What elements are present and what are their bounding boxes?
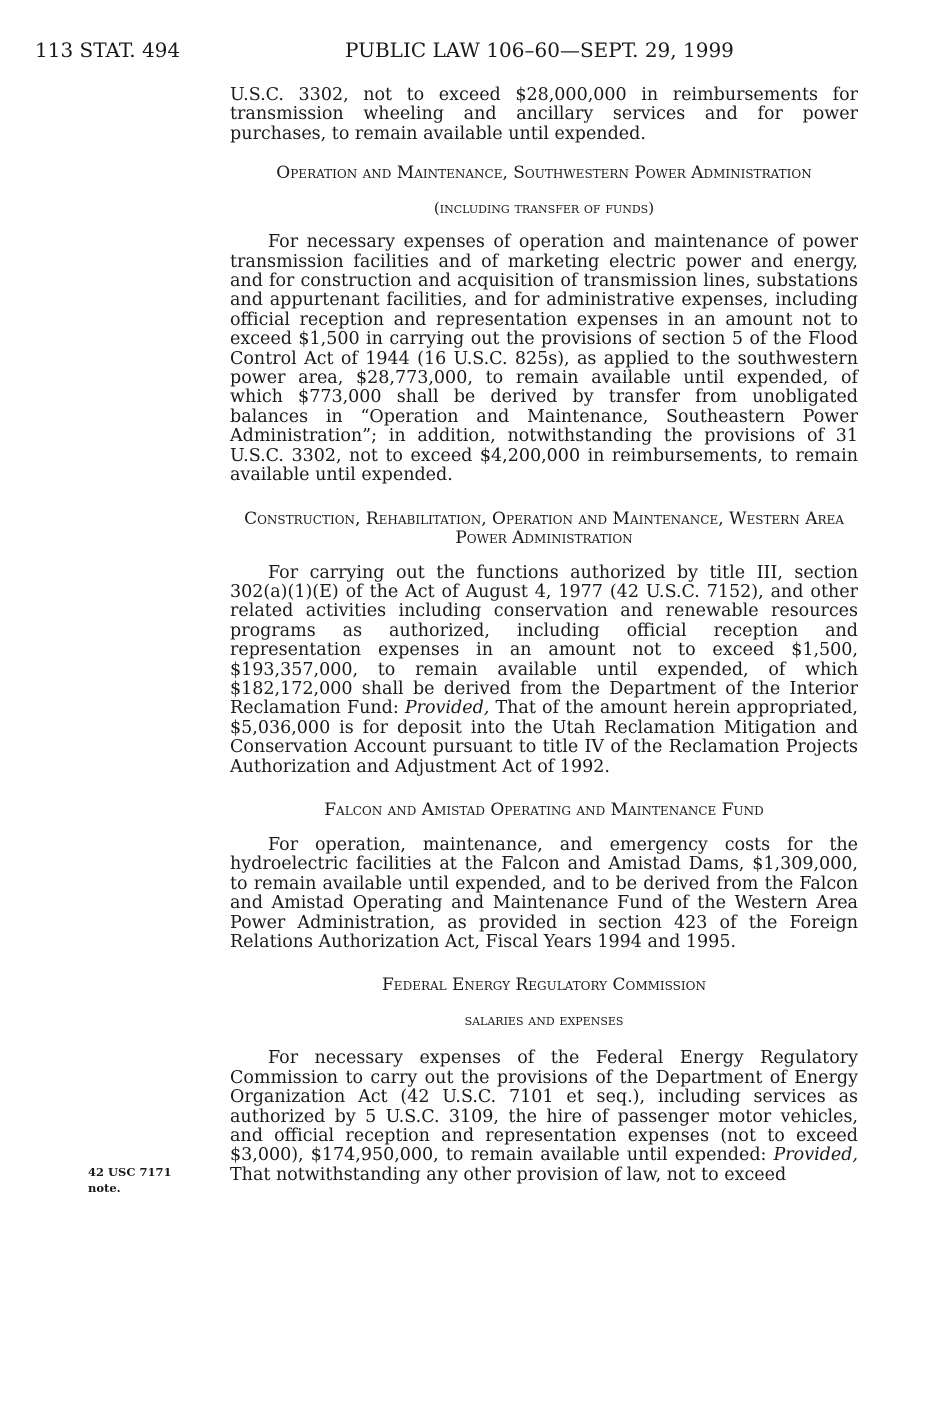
- page-number: 113 STAT. 494: [35, 38, 181, 62]
- swpa-heading: Operation and Maintenance, Southwestern Power Administration: [276, 163, 812, 184]
- ferc-subheading: salaries and expenses: [464, 1011, 624, 1030]
- ferc-text-before: For necessary expenses of the Federal Energy Regulatory Commission to carry out the provisions of the Department of Energy Organization Act (42 U.S.C. 7101 et seq.), including services as authorized by 5 U.S.C. 3109, the hire of passenger motor vehicles, and official reception and representation expenses (not to exceed $3,000), $174,950,000, to remain available until expended:: [230, 1048, 858, 1166]
- public-law-reference: PUBLIC LAW 106–60—SEPT. 29, 1999: [345, 38, 734, 62]
- swpa-subheading: (including transfer of funds): [433, 199, 655, 218]
- margin-note-citation: 42 USC 7171: [88, 1165, 172, 1179]
- wapa-proviso: Provided,: [404, 698, 490, 719]
- wapa-paragraph: [230, 564, 858, 777]
- page-header: [35, 38, 915, 68]
- ferc-heading: Federal Energy Regulatory Commission: [382, 975, 706, 996]
- wapa-text-before: For carrying out the functions authorized by title III, section 302(a)(1)(E) of the Act of August 4, 1977 (42 U.S.C. 7152), and other related activities including conservation and renewable resources programs as authorized, including official reception and representation expenses in an amount not to exceed $1,500, $193,357,000, to remain available until expended, of which $182,172,000 shall be derived from the Department of the Interior Reclamation Fund:: [230, 562, 858, 719]
- falcon-paragraph: For operation, maintenance, and emergency costs for the hydroelectric facilities at the Falcon and Amistad Dams, $1,309,000, to remain available until expended, and to be derived from the Falcon and Amistad Operating and Maintenance Fund of the Western Area Power Administration, as provided in section 423 of the Foreign Relations Authorization Act, Fiscal Years 1994 and 1995.: [230, 834, 858, 952]
- falcon-heading: Falcon and Amistad Operating and Maintenance Fund: [324, 799, 764, 820]
- margin-note-suffix: note.: [88, 1181, 121, 1195]
- wapa-text-after: That of the amount herein appropriated, $5,036,000 is for deposit into the Utah Reclamation Mitigation and Conservation Account pursuant to title IV of the Reclamation Projects Authorization and Adjustment Act of 1992.: [230, 698, 858, 777]
- ferc-proviso: Provided,: [773, 1145, 858, 1166]
- ferc-text-after: That notwithstanding any other provision of law, not to exceed: [230, 1164, 787, 1185]
- ferc-paragraph: [230, 1049, 858, 1185]
- swpa-paragraph: For necessary expenses of operation and maintenance of power transmission facilities and of marketing electric power and energy, and for construction and acquisition of transmission lines, substations and appurtenant facilities, and for administrative expenses, including official reception and representation expenses in an amount not to exceed $1,500 in carrying out the provisions of section 5 of the Flood Control Act of 1944 (16 U.S.C. 825s), as applied to the southwestern power area, $28,773,000, to remain available until expended, of which $773,000 shall be derived by transfer from unobligated balances in “Operation and Maintenance, Southeastern Power Administration”; in addition, notwithstanding the provisions of 31 U.S.C. 3302, not to exceed $4,200,000 in reimbursements, to remain available until expended.: [230, 232, 858, 486]
- wapa-heading: Construction, Rehabilitation, Operation and Maintenance, Western Area Power Administration: [244, 508, 844, 548]
- margin-note: [88, 1164, 188, 1196]
- document-body: [230, 86, 858, 1185]
- continuation-paragraph: U.S.C. 3302, not to exceed $28,000,000 in reimbursements for transmission wheeling and ancillary services and for power purchases, to remain available until expended.: [230, 85, 858, 144]
